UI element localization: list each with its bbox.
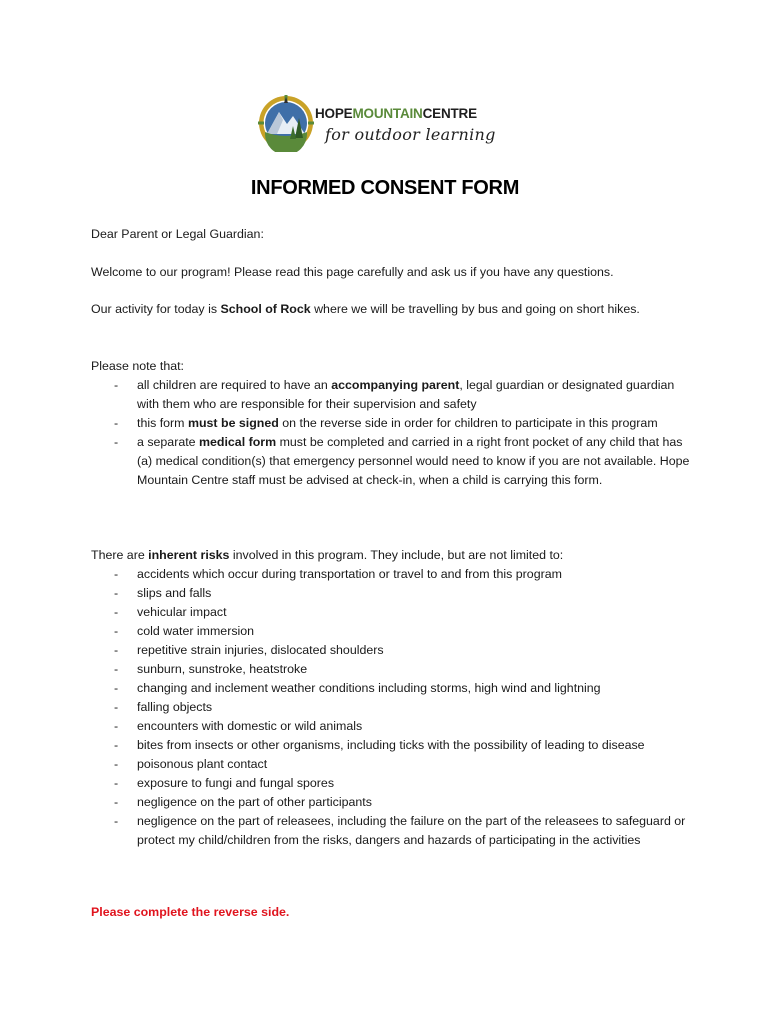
greeting: Dear Parent or Legal Guardian:: [91, 227, 264, 241]
dash-bullet: -: [114, 378, 119, 392]
list-item: [91, 679, 691, 698]
activity-paragraph: [91, 300, 691, 319]
dash-bullet: -: [114, 700, 119, 714]
dash-bullet: -: [114, 795, 119, 809]
dash-bullet: -: [114, 416, 119, 430]
page-title: INFORMED CONSENT FORM: [250, 177, 520, 199]
notes-list: [91, 376, 691, 490]
risk-text: repetitive strain injuries, dislocated shoulders: [137, 643, 384, 657]
list-item: [91, 414, 691, 433]
dash-bullet: -: [114, 681, 119, 695]
dash-bullet: -: [114, 776, 119, 790]
list-item: [91, 660, 691, 679]
list-item: [91, 736, 691, 755]
risk-text: poisonous plant contact: [137, 757, 268, 771]
note-text: , legal guardian or designated guardian with them who are responsible for their supervision and safety: [137, 378, 675, 411]
dash-bullet: -: [114, 567, 119, 581]
risk-text: bites from insects or other organisms, including ticks with the possibility of leading to disease: [137, 738, 645, 752]
logo-title-hope: HOPE: [315, 106, 353, 121]
risk-text: cold water immersion: [137, 624, 255, 638]
dash-bullet: -: [114, 624, 119, 638]
note-emphasis: accompanying parent: [331, 378, 460, 392]
list-item: [91, 565, 691, 584]
risk-text: slips and falls: [137, 586, 212, 600]
dash-bullet: -: [114, 605, 119, 619]
list-item: [91, 584, 691, 603]
dash-bullet: -: [114, 662, 119, 676]
activity-program-name: School of Rock: [220, 302, 311, 316]
mountain-emblem-icon: [257, 94, 315, 152]
hope-mountain-centre-logo: [257, 94, 517, 156]
risk-text: accidents which occur during transportation or travel to and from this program: [137, 567, 562, 581]
logo-title-mountain: MOUNTAIN: [352, 106, 423, 121]
risk-text: sunburn, sunstroke, heatstroke: [137, 662, 308, 676]
logo-tagline: for outdoor learning: [325, 125, 496, 144]
dash-bullet: -: [114, 719, 119, 733]
list-item: [91, 603, 691, 622]
logo-title-centre: CENTRE: [422, 106, 477, 121]
dash-bullet: -: [114, 586, 119, 600]
list-item: [91, 641, 691, 660]
activity-text-after: where we will be travelling by bus and going on short hikes.: [310, 302, 640, 316]
risks-intro-after: involved in this program. They include, but are not limited to:: [229, 548, 564, 562]
risk-text: exposure to fungi and fungal spores: [137, 776, 335, 790]
risk-text: falling objects: [137, 700, 213, 714]
risk-text: negligence on the part of other participants: [137, 795, 372, 809]
risk-text: vehicular impact: [137, 605, 227, 619]
note-intro: Please note that:: [91, 359, 184, 373]
dash-bullet: -: [114, 643, 119, 657]
note-text: on the reverse side in order for children to participate in this program: [278, 416, 658, 430]
risks-list: [91, 565, 691, 850]
dash-bullet: -: [114, 435, 119, 449]
list-item: [91, 812, 691, 850]
list-item: [91, 793, 691, 812]
risk-text: negligence on the part of releasees, including the failure on the part of the releasees to safeguard or protect my child/children from the risks, dangers and hazards of participating in the activities: [137, 814, 686, 847]
note-emphasis: must be signed: [187, 416, 279, 430]
risks-intro-emphasis: inherent risks: [148, 548, 230, 562]
risk-text: changing and inclement weather conditions including storms, high wind and lightning: [137, 681, 601, 695]
logo-title: [315, 107, 477, 121]
list-item: [91, 717, 691, 736]
note-emphasis: medical form: [199, 435, 277, 449]
list-item: [91, 774, 691, 793]
risk-text: encounters with domestic or wild animals: [137, 719, 363, 733]
dash-bullet: -: [114, 814, 119, 828]
dash-bullet: -: [114, 738, 119, 752]
list-item: [91, 622, 691, 641]
risks-intro: [91, 546, 691, 565]
dash-bullet: -: [114, 757, 119, 771]
note-text: a separate: [137, 435, 199, 449]
list-item: [91, 698, 691, 717]
activity-text-before: Our activity for today is: [91, 302, 221, 316]
note-text: must be completed and carried in a right front pocket of any child that has (a) medical condition(s) that emergency personnel would need to know if you are not available. Hope Mountain Centre staff must be advised at check-in, when a child is carrying this form.: [137, 435, 690, 487]
risks-intro-before: There are: [91, 548, 149, 562]
welcome-paragraph: Welcome to our program! Please read this page carefully and ask us if you have any questions.: [91, 265, 614, 279]
list-item: [91, 376, 691, 414]
list-item: [91, 755, 691, 774]
closing-instruction: Please complete the reverse side.: [91, 905, 290, 919]
note-text: this form: [137, 416, 188, 430]
note-text: all children are required to have an: [137, 378, 332, 392]
list-item: [91, 433, 691, 490]
